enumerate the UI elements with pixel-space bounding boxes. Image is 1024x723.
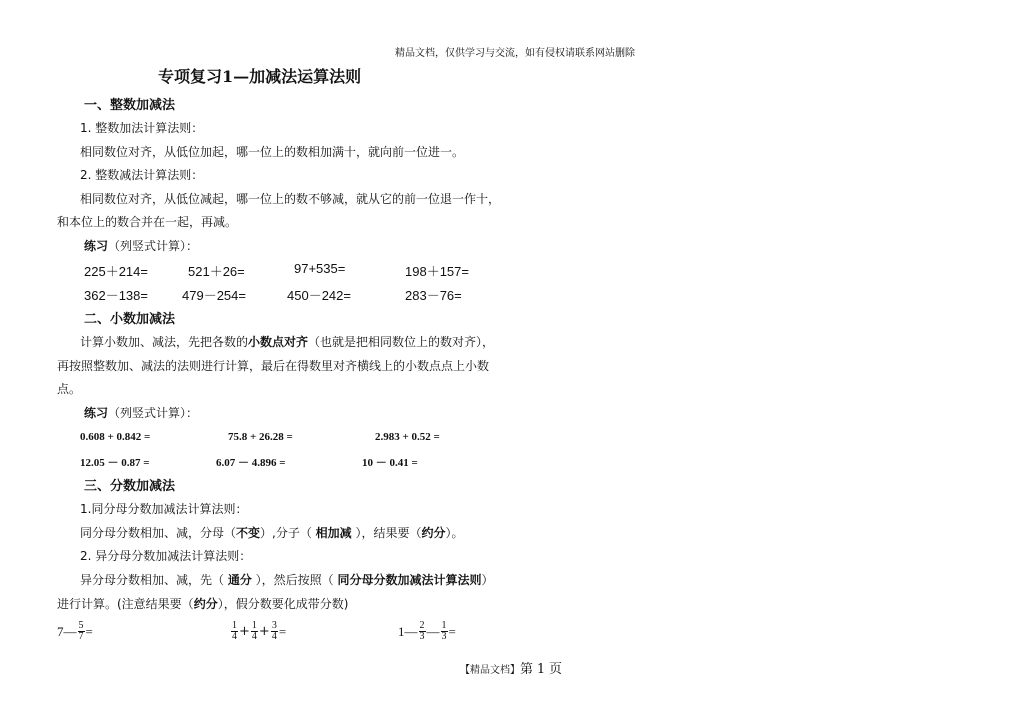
decimal-rule-text: （也就是把相同数位上的数对齐），	[308, 335, 495, 349]
operator: +	[258, 624, 270, 639]
decimal-problem: 12.05 － 0.87 =	[80, 457, 150, 469]
numerator: 3	[271, 620, 277, 631]
fraction-rule-2-title: 2. 异分母分数加减法计算法则：	[80, 549, 252, 563]
operator: —	[404, 623, 418, 639]
rule-text: ）,分子（	[260, 526, 316, 540]
fraction-rule-1-title: 1.同分母分数加减法计算法则：	[80, 502, 248, 516]
rule-emphasis: 同分母分数加减法计算法则	[337, 573, 482, 587]
rule-emphasis: 相加减	[315, 526, 352, 540]
footer-tag: 【精品文档】	[460, 665, 520, 676]
operator: —	[426, 623, 440, 639]
denominator: 4	[232, 631, 237, 642]
decimal-rule-emphasis: 小数点对齐	[248, 335, 309, 349]
denominator: 4	[271, 631, 277, 642]
int-problem: 97+535=	[294, 261, 346, 276]
fraction-problem	[230, 621, 286, 642]
numerator: 5	[78, 620, 84, 631]
practice-1-heading	[84, 237, 198, 254]
add-rule-text: 相同数位对齐，从低位加起，哪一位上的数相加满十，就向前一位进一。	[80, 145, 465, 159]
section-1-heading: 一、整数加减法	[84, 98, 176, 113]
operator: +	[239, 624, 250, 639]
footer-label: 页	[548, 662, 562, 677]
fraction-rule-2-text	[80, 571, 494, 588]
whole-number: 1	[398, 623, 405, 639]
numerator: 1	[441, 620, 447, 631]
rule-emphasis: 约分	[421, 526, 446, 540]
practice-2-heading	[84, 404, 198, 421]
section-2-heading: 二、小数加减法	[84, 312, 176, 327]
numerator: 2	[419, 620, 425, 631]
fraction	[441, 621, 448, 642]
denominator: 3	[441, 631, 447, 642]
practice-note: （列竖式计算）：	[108, 406, 199, 420]
denominator: 4	[251, 631, 257, 642]
fraction	[251, 621, 258, 642]
page-footer	[460, 658, 562, 677]
rule-text: ），假分数要化成带分数)	[217, 597, 349, 611]
rule-text: ），然后按照（	[251, 573, 338, 587]
int-problem: 283－76=	[405, 288, 462, 303]
equals: =	[448, 623, 456, 639]
int-problem: 225＋214=	[84, 264, 148, 279]
add-rule-title: 1. 整数加法计算法则：	[80, 121, 204, 135]
header-notice: 精品文档，仅供学习与交流，如有侵权请联系网站删除	[395, 48, 635, 59]
numerator: 1	[251, 620, 257, 631]
whole-number: 7	[57, 623, 64, 639]
rule-emphasis: 不变	[236, 526, 261, 540]
sub-rule-text-2: 和本位上的数合并在一起，再减。	[57, 215, 238, 229]
fraction	[231, 621, 238, 642]
decimal-problem: 0.608 + 0.842 =	[80, 431, 151, 443]
rule-text: ），结果要（	[351, 526, 422, 540]
decimal-rule-text: 计算小数加、减法，先把各数的	[80, 335, 249, 349]
fraction-rule-2-note	[57, 595, 348, 612]
section-3-heading: 三、分数加减法	[84, 479, 176, 494]
fraction	[78, 621, 85, 642]
sub-rule-text-1: 相同数位对齐，从低位减起，哪一位上的数不够减，就从它的前一位退一作十，	[80, 192, 501, 206]
int-problem: 450－242=	[287, 288, 351, 303]
page-title: 专项复习1—加减法运算法则	[158, 67, 362, 86]
rule-text: ）	[481, 573, 494, 587]
int-problem: 521＋26=	[188, 264, 245, 279]
sub-rule-title: 2. 整数减法计算法则：	[80, 168, 204, 182]
decimal-rule-line-1	[80, 333, 494, 350]
fraction-problem	[398, 621, 456, 642]
operator: —	[63, 623, 77, 639]
fraction	[271, 621, 278, 642]
decimal-rule-line-2: 再按照整数加、减法的法则进行计算，最后在得数里对齐横线上的小数点点上小数	[57, 359, 490, 373]
fraction-rule-1-text	[80, 524, 464, 541]
practice-note: （列竖式计算）：	[108, 239, 199, 253]
int-problem: 362－138=	[84, 288, 148, 303]
rule-emphasis: 约分	[193, 597, 218, 611]
rule-text: ）。	[445, 526, 464, 540]
decimal-problem: 6.07 － 4.896 =	[216, 457, 286, 469]
decimal-rule-line-3: 点。	[57, 382, 82, 396]
footer-label: 第	[520, 662, 534, 677]
equals: =	[278, 623, 287, 639]
fraction	[419, 621, 426, 642]
rule-emphasis: 通分	[227, 573, 252, 587]
int-problem: 479－254=	[182, 288, 246, 303]
practice-label: 练习	[84, 239, 109, 253]
int-problem: 198＋157=	[405, 264, 469, 279]
fraction-problem	[57, 621, 93, 642]
page-number: 1	[536, 662, 546, 677]
equals: =	[85, 623, 93, 639]
decimal-problem: 10 － 0.41 =	[362, 457, 418, 469]
denominator: 3	[419, 631, 425, 642]
numerator: 1	[232, 620, 237, 631]
rule-text: 进行计算。(注意结果要（	[57, 597, 194, 611]
rule-text: 同分母分数相加、减，分母（	[80, 526, 237, 540]
decimal-problem: 75.8 + 26.28 =	[228, 431, 293, 443]
practice-label: 练习	[84, 406, 109, 420]
decimal-problem: 2.983 + 0.52 =	[375, 431, 440, 443]
denominator: 7	[78, 631, 84, 642]
rule-text: 异分母分数相加、减，先（	[80, 573, 228, 587]
